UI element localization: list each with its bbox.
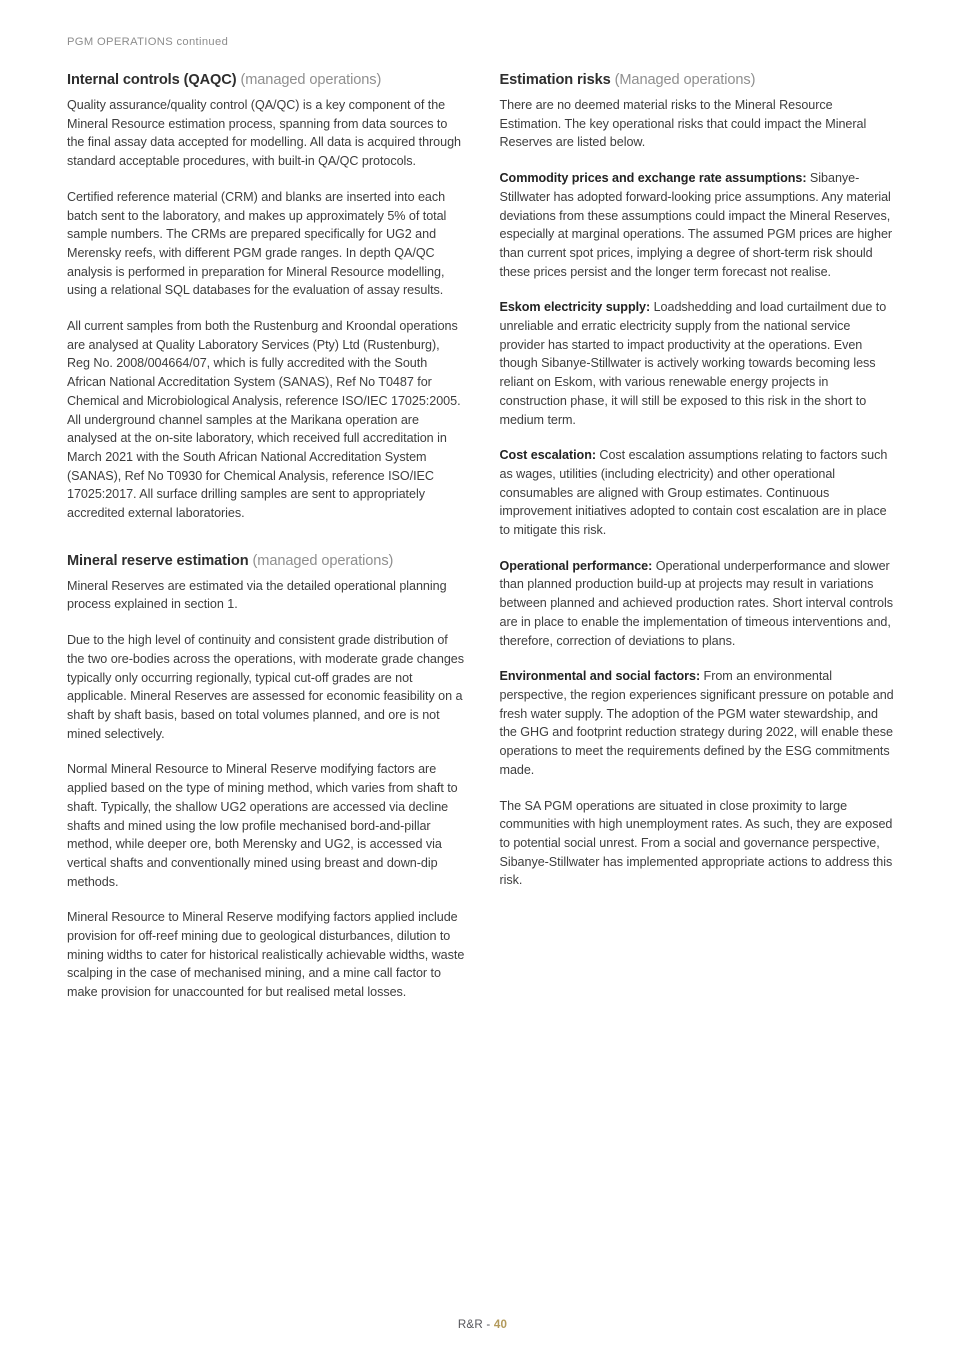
- section-heading-estimation-risks: [500, 70, 898, 90]
- risk-lead-label: Environmental and social factors:: [499, 669, 701, 684]
- risk-lead-label: Eskom electricity supply:: [499, 300, 651, 315]
- section-heading-mineral-reserve-estimation: [67, 551, 465, 571]
- paragraph: Normal Mineral Resource to Mineral Reserve modifying factors are applied based on the type of mining method, which varies from shaft to shaft. Typically, the shallow UG2 operations are accessed via decline shafts and mined using the low profile mechanised bord-and-pillar method, while deeper ore, both Merensky and UG2, is accessed via vertical shafts and conventionally mined using breast and down-dip methods.: [67, 762, 458, 889]
- page-number: 40: [493, 1318, 508, 1331]
- page-footer: [0, 1318, 965, 1331]
- risk-item-cost-escalation: [500, 446, 898, 540]
- risk-body-text: From an environmental perspective, the region experiences significant pressure on potable and fresh water supply. The adoption of the PGM water stewardship, and the GHG and footprint reduction strategy during 2022, will enable these operations to meet the requirements defined by the ESG commitments made.: [499, 669, 894, 777]
- risk-lead-label: Operational performance:: [499, 558, 653, 573]
- section-heading-bold: Estimation risks: [499, 72, 611, 88]
- paragraph: Quality assurance/quality control (QA/QC) is a key component of the Mineral Resource estimation process, spanning from data sources to the final assay data accepted for modelling. All data is acquired through standard acceptable procedures, with built-in QA/QC protocols.: [67, 98, 462, 169]
- section-heading-qualifier: (managed operations): [240, 72, 382, 88]
- paragraph: Mineral Reserves are estimated via the detailed operational planning process explained in section 1.: [67, 578, 447, 612]
- paragraph: Due to the high level of continuity and consistent grade distribution of the two ore-bodies across the operations, with moderate grade changes typically only occurring regionally, typical cut-off grades are not applicable. Mineral Reserves are assessed for economic feasibility on a shaft by shaft basis, based on total volumes planned, and ore is not mined selectively.: [67, 633, 464, 741]
- paragraph: There are no deemed material risks to the Mineral Resource Estimation. The key operational risks that could impact the Mineral Reserves are listed below.: [499, 98, 867, 150]
- risk-body-text: Cost escalation assumptions relating to factors such as wages, utilities (including electricity) and other operational consumables are aligned with Group estimates. Continuous improvement initiatives adopted to contain cost escalation are in place to mitigate this risk.: [499, 448, 888, 538]
- paragraph: Mineral Resource to Mineral Reserve modifying factors applied include provision for off-reef mining due to geological disturbances, dilution to mining widths to cater for historical realistically achievable widths, waste scalping in the case of mechanised mining, and a mine call factor to make provision for unaccounted for but realised metal losses.: [67, 910, 465, 1000]
- paragraph: Certified reference material (CRM) and blanks are inserted into each batch sent to the laboratory, and makes up approximately 5% of total sample numbers. The CRMs are prepared specifically for UG2 and Merensky reefs, with different PGM grade ranges. In depth QA/QC analysis is performed in preparation for Mineral Resource modelling, using a relational SQL databases for the evaluation of assay results.: [67, 189, 447, 298]
- two-column-body: [67, 70, 897, 1002]
- risk-lead-label: Commodity prices and exchange rate assumptions:: [499, 171, 807, 186]
- right-column: [500, 70, 898, 1002]
- risk-body-text: Sibanye-Stillwater has adopted forward-looking price assumptions. Any material deviations from these assumptions could impact the Mineral Reserves, especially at marginal operations. The assumed PGM prices are higher than current spot prices, implying a degree of short-term risk should these prices persist and the longer term forecast not realise.: [499, 171, 893, 279]
- section-heading-internal-controls: [67, 70, 465, 90]
- risk-item-environmental-social-factors: [500, 667, 898, 779]
- risk-item-commodity-prices: [500, 169, 898, 281]
- paragraph: All current samples from both the Rustenburg and Kroondal operations are analysed at Quality Laboratory Services (Pty) Ltd (Rustenburg), Reg No. 2008/004664/07, which is fully accredited with the South African National Accreditation System (SANAS), Ref No T0487 for Chemical and Microbiological Analysis, reference ISO/IEC 17025:2005. All underground channel samples at the Marikana operation are analysed at the on-site laboratory, which received full accreditation in March 2021 with the South African National Accreditation System (SANAS), Ref No T0930 for Chemical Analysis, reference ISO/IEC 17025:2017. All surface drilling samples are sent to appropriately accredited external laboratories.: [67, 319, 461, 521]
- running-header: PGM OPERATIONS continued: [67, 36, 229, 48]
- section-heading-qualifier: (managed operations): [252, 552, 394, 569]
- risk-item-eskom-electricity-supply: [500, 298, 898, 429]
- section-heading-bold: Mineral reserve estimation: [67, 552, 249, 569]
- footer-label: R&R -: [457, 1318, 494, 1331]
- risk-lead-label: Cost escalation:: [499, 448, 596, 463]
- left-column: [67, 70, 465, 1002]
- section-heading-bold: Internal controls (QAQC): [67, 72, 237, 88]
- risk-item-operational-performance: [500, 557, 898, 651]
- risk-body-text: Operational underperformance and slower than planned production build-up at projects may result in variations between planned and achieved production rates. Short interval controls are in place to enable the implementation of timeous interventions and, therefore, correction of deviations to plans.: [499, 558, 893, 648]
- paragraph: The SA PGM operations are situated in close proximity to large communities with high unemployment rates. As such, they are exposed to potential social unrest. From a social and governance perspective, Sibanye-Stillwater has implemented appropriate actions to address this risk.: [499, 798, 893, 888]
- risk-body-text: Loadshedding and load curtailment due to unreliable and erratic electricity supply from the national service provider has started to impact productivity at the operations. Even though Sibanye-Stillwater is actively working towards becoming less reliant on Eskom, with various renewable energy projects in construction phase, it will still be exposed to this risk in the short to medium term.: [499, 300, 887, 427]
- section-heading-qualifier: (Managed operations): [614, 72, 756, 88]
